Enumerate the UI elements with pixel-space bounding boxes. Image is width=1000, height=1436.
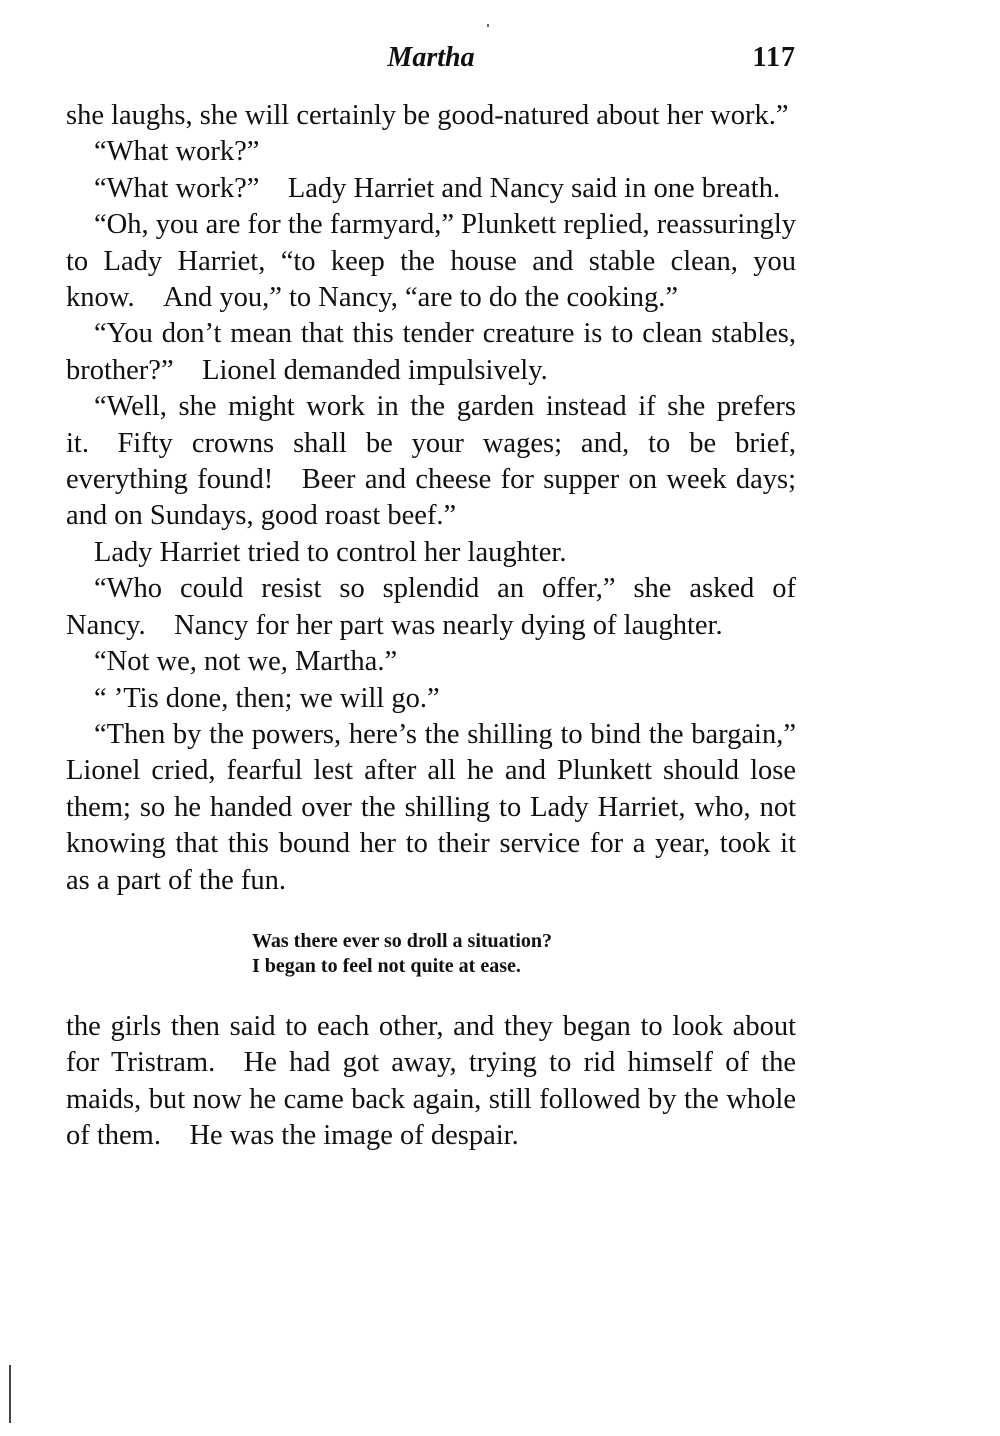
verse-block bbox=[252, 929, 796, 979]
page-body bbox=[66, 98, 796, 1155]
running-title: Martha bbox=[387, 42, 475, 73]
verse-line: I began to feel not quite at ease. bbox=[252, 954, 521, 977]
paragraph: “Not we, not we, Martha.” bbox=[94, 646, 398, 678]
margin-rule bbox=[9, 1365, 11, 1423]
paragraph: she laughs, she will certainly be good-natured about her work.” bbox=[66, 100, 789, 131]
paragraph: “Oh, you are for the farmyard,” Plunkett replied, reassuringly to Lady Harriet, “to keep the house and stable clean, you know. And you,” to Nancy, “are to do the cooking.” bbox=[66, 209, 796, 314]
verse-line: Was there ever so droll a situation? bbox=[252, 929, 552, 952]
closing-paragraph: the girls then said to each other, and they began to look about for Tristram. He had got away, trying to rid himself of the maids, but now he came back again, still followed by the whole of them. He was the image of despair. bbox=[66, 1010, 796, 1152]
paragraph: Lady Harriet tried to control her laughter. bbox=[94, 536, 567, 568]
scan-speck bbox=[487, 24, 489, 27]
paragraph: “Well, she might work in the garden instead if she prefers it. Fifty crowns shall be your wages; and, to be brief, everything found! Beer and cheese for supper on week days; and on Sundays, good roast beef.” bbox=[66, 391, 796, 532]
running-header bbox=[66, 38, 796, 78]
paragraph: “What work?” bbox=[94, 136, 260, 168]
paragraph: “Who could resist so splendid an offer,” she asked of Nancy. Nancy for her part was nearly dying of laughter. bbox=[66, 573, 796, 641]
paragraph: “ ’Tis done, then; we will go.” bbox=[94, 682, 440, 714]
paragraph: “Then by the powers, here’s the shilling to bind the bargain,” Lionel cried, fearful lest after all he and Plunkett should lose them; so he handed over the shilling to Lady Harriet, who, not knowing that this bound her to their service for a year, took it as a part of the fun. bbox=[66, 718, 796, 896]
paragraph: “You don’t mean that this tender creature is to clean stables, brother?” Lionel demanded impulsively. bbox=[66, 318, 796, 386]
paragraph: “What work?” Lady Harriet and Nancy said in one breath. bbox=[94, 172, 781, 204]
page-number: 117 bbox=[752, 42, 796, 73]
